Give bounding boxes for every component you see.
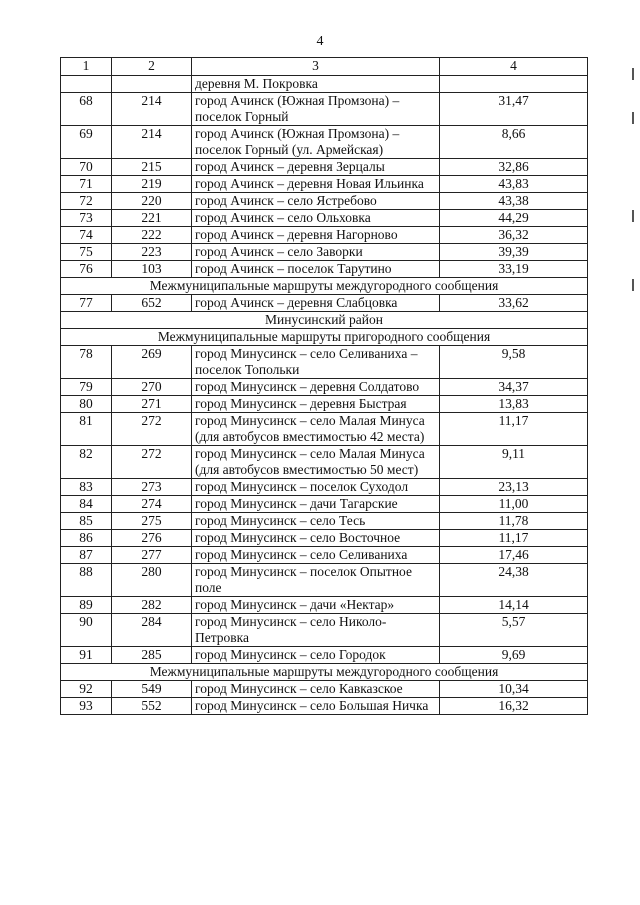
- column-header: 1: [61, 58, 112, 76]
- route-name-cell: город Ачинск (Южная Промзона) – поселок Горный (ул. Армейская): [192, 126, 440, 159]
- empty-cell: [440, 76, 588, 93]
- column-number-row: [61, 58, 588, 76]
- route-distance-cell: 14,14: [440, 597, 588, 614]
- route-code-cell: 652: [112, 295, 192, 312]
- section-heading: Межмуниципальные маршруты пригородного сообщения: [61, 329, 588, 346]
- route-distance-cell: 11,00: [440, 496, 588, 513]
- table-row: [61, 614, 588, 647]
- route-distance-cell: 36,32: [440, 227, 588, 244]
- route-code-cell: 284: [112, 614, 192, 647]
- route-code-cell: 277: [112, 547, 192, 564]
- table-row: [61, 698, 588, 715]
- route-distance-cell: 11,78: [440, 513, 588, 530]
- table-row: [61, 379, 588, 396]
- table-row: [61, 210, 588, 227]
- route-name-cell: город Ачинск – село Заворки: [192, 244, 440, 261]
- route-name-cell: город Минусинск – село Малая Минуса (для автобусов вместимостью 50 мест): [192, 446, 440, 479]
- page-number: 4: [316, 34, 324, 49]
- continuation-row: [61, 76, 588, 93]
- route-name-cell: город Минусинск – деревня Солдатово: [192, 379, 440, 396]
- route-name-cell: город Минусинск – село Малая Минуса (для автобусов вместимостью 42 места): [192, 413, 440, 446]
- route-distance-cell: 34,37: [440, 379, 588, 396]
- route-number-cell: 73: [61, 210, 112, 227]
- route-name-cell: город Ачинск – село Ольховка: [192, 210, 440, 227]
- route-distance-cell: 24,38: [440, 564, 588, 597]
- route-distance-cell: 13,83: [440, 396, 588, 413]
- table-row: [61, 176, 588, 193]
- route-code-cell: 272: [112, 446, 192, 479]
- route-distance-cell: 16,32: [440, 698, 588, 715]
- route-name-cell: город Ачинск (Южная Промзона) – поселок Горный: [192, 93, 440, 126]
- scan-edge-mark: [632, 68, 634, 80]
- route-distance-cell: 31,47: [440, 93, 588, 126]
- route-number-cell: 85: [61, 513, 112, 530]
- empty-cell: [112, 76, 192, 93]
- route-code-cell: 270: [112, 379, 192, 396]
- table-row: [61, 446, 588, 479]
- route-number-cell: 81: [61, 413, 112, 446]
- route-name-cell: город Минусинск – деревня Быстрая: [192, 396, 440, 413]
- route-distance-cell: 10,34: [440, 681, 588, 698]
- route-number-cell: 82: [61, 446, 112, 479]
- route-number-cell: 70: [61, 159, 112, 176]
- route-name-cell: город Минусинск – село Кавказское: [192, 681, 440, 698]
- table-row: [61, 126, 588, 159]
- route-name-cell: город Минусинск – поселок Опытное поле: [192, 564, 440, 597]
- route-distance-cell: 11,17: [440, 413, 588, 446]
- route-code-cell: 220: [112, 193, 192, 210]
- route-name-cell: город Минусинск – село Большая Ничка: [192, 698, 440, 715]
- route-number-cell: 89: [61, 597, 112, 614]
- table-row: [61, 547, 588, 564]
- table-row: [61, 295, 588, 312]
- route-name-cell: город Минусинск – дачи Тагарские: [192, 496, 440, 513]
- route-code-cell: 280: [112, 564, 192, 597]
- route-code-cell: 222: [112, 227, 192, 244]
- table-row: [61, 159, 588, 176]
- route-number-cell: 91: [61, 647, 112, 664]
- route-code-cell: 214: [112, 93, 192, 126]
- table-row: [61, 346, 588, 379]
- route-name-continuation: деревня М. Покровка: [192, 76, 440, 93]
- route-name-cell: город Минусинск – село Николо-Петровка: [192, 614, 440, 647]
- route-code-cell: 552: [112, 698, 192, 715]
- section-heading: Минусинский район: [61, 312, 588, 329]
- column-header: 2: [112, 58, 192, 76]
- route-number-cell: 68: [61, 93, 112, 126]
- route-code-cell: 103: [112, 261, 192, 278]
- column-header: 3: [192, 58, 440, 76]
- table-row: [61, 496, 588, 513]
- route-code-cell: 221: [112, 210, 192, 227]
- route-name-cell: город Минусинск – село Селиваниха – поселок Топольки: [192, 346, 440, 379]
- route-number-cell: 74: [61, 227, 112, 244]
- route-distance-cell: 43,83: [440, 176, 588, 193]
- route-name-cell: город Минусинск – село Восточное: [192, 530, 440, 547]
- route-name-cell: город Минусинск – поселок Суходол: [192, 479, 440, 496]
- route-distance-cell: 9,11: [440, 446, 588, 479]
- route-number-cell: 92: [61, 681, 112, 698]
- table-row: [61, 413, 588, 446]
- column-header: 4: [440, 58, 588, 76]
- section-heading-row: [61, 312, 588, 329]
- scan-edge-mark: [632, 279, 634, 291]
- route-distance-cell: 5,57: [440, 614, 588, 647]
- table-row: [61, 647, 588, 664]
- route-number-cell: 84: [61, 496, 112, 513]
- route-name-cell: город Ачинск – поселок Тарутино: [192, 261, 440, 278]
- empty-cell: [61, 76, 112, 93]
- route-code-cell: 214: [112, 126, 192, 159]
- route-distance-cell: 23,13: [440, 479, 588, 496]
- route-distance-cell: 39,39: [440, 244, 588, 261]
- table-row: [61, 530, 588, 547]
- table-row: [61, 244, 588, 261]
- routes-table: [60, 57, 588, 715]
- route-number-cell: 83: [61, 479, 112, 496]
- route-code-cell: 273: [112, 479, 192, 496]
- route-number-cell: 88: [61, 564, 112, 597]
- scan-edge-mark: [632, 112, 634, 124]
- route-code-cell: 272: [112, 413, 192, 446]
- route-name-cell: город Ачинск – деревня Слабцовка: [192, 295, 440, 312]
- route-distance-cell: 33,19: [440, 261, 588, 278]
- route-name-cell: город Ачинск – деревня Зерцалы: [192, 159, 440, 176]
- route-code-cell: 285: [112, 647, 192, 664]
- table-row: [61, 261, 588, 278]
- table-row: [61, 93, 588, 126]
- table-row: [61, 513, 588, 530]
- route-number-cell: 80: [61, 396, 112, 413]
- routes-table-body: [61, 76, 588, 715]
- route-number-cell: 76: [61, 261, 112, 278]
- section-heading-row: [61, 664, 588, 681]
- route-code-cell: 223: [112, 244, 192, 261]
- route-distance-cell: 9,58: [440, 346, 588, 379]
- route-number-cell: 71: [61, 176, 112, 193]
- section-heading: Межмуниципальные маршруты междугородного сообщения: [61, 664, 588, 681]
- route-name-cell: город Ачинск – деревня Нагорново: [192, 227, 440, 244]
- table-row: [61, 564, 588, 597]
- route-number-cell: 75: [61, 244, 112, 261]
- table-row: [61, 193, 588, 210]
- route-name-cell: город Минусинск – дачи «Нектар»: [192, 597, 440, 614]
- table-row: [61, 597, 588, 614]
- scan-edge-mark: [632, 210, 634, 222]
- route-distance-cell: 8,66: [440, 126, 588, 159]
- route-distance-cell: 32,86: [440, 159, 588, 176]
- section-heading: Межмуниципальные маршруты междугородного сообщения: [61, 278, 588, 295]
- route-number-cell: 69: [61, 126, 112, 159]
- section-heading-row: [61, 329, 588, 346]
- route-name-cell: город Ачинск – село Ястребово: [192, 193, 440, 210]
- route-name-cell: город Ачинск – деревня Новая Ильинка: [192, 176, 440, 193]
- route-code-cell: 282: [112, 597, 192, 614]
- route-name-cell: город Минусинск – село Селиваниха: [192, 547, 440, 564]
- route-name-cell: город Минусинск – село Городок: [192, 647, 440, 664]
- route-number-cell: 72: [61, 193, 112, 210]
- route-name-cell: город Минусинск – село Тесь: [192, 513, 440, 530]
- route-distance-cell: 43,38: [440, 193, 588, 210]
- table-row: [61, 227, 588, 244]
- route-number-cell: 77: [61, 295, 112, 312]
- route-number-cell: 90: [61, 614, 112, 647]
- route-code-cell: 549: [112, 681, 192, 698]
- route-code-cell: 215: [112, 159, 192, 176]
- route-code-cell: 276: [112, 530, 192, 547]
- route-distance-cell: 44,29: [440, 210, 588, 227]
- route-distance-cell: 9,69: [440, 647, 588, 664]
- route-number-cell: 78: [61, 346, 112, 379]
- route-number-cell: 93: [61, 698, 112, 715]
- route-code-cell: 271: [112, 396, 192, 413]
- section-heading-row: [61, 278, 588, 295]
- route-number-cell: 87: [61, 547, 112, 564]
- route-distance-cell: 11,17: [440, 530, 588, 547]
- route-code-cell: 269: [112, 346, 192, 379]
- table-row: [61, 681, 588, 698]
- table-row: [61, 479, 588, 496]
- route-code-cell: 275: [112, 513, 192, 530]
- route-code-cell: 274: [112, 496, 192, 513]
- route-number-cell: 86: [61, 530, 112, 547]
- route-distance-cell: 33,62: [440, 295, 588, 312]
- route-code-cell: 219: [112, 176, 192, 193]
- route-distance-cell: 17,46: [440, 547, 588, 564]
- table-row: [61, 396, 588, 413]
- route-number-cell: 79: [61, 379, 112, 396]
